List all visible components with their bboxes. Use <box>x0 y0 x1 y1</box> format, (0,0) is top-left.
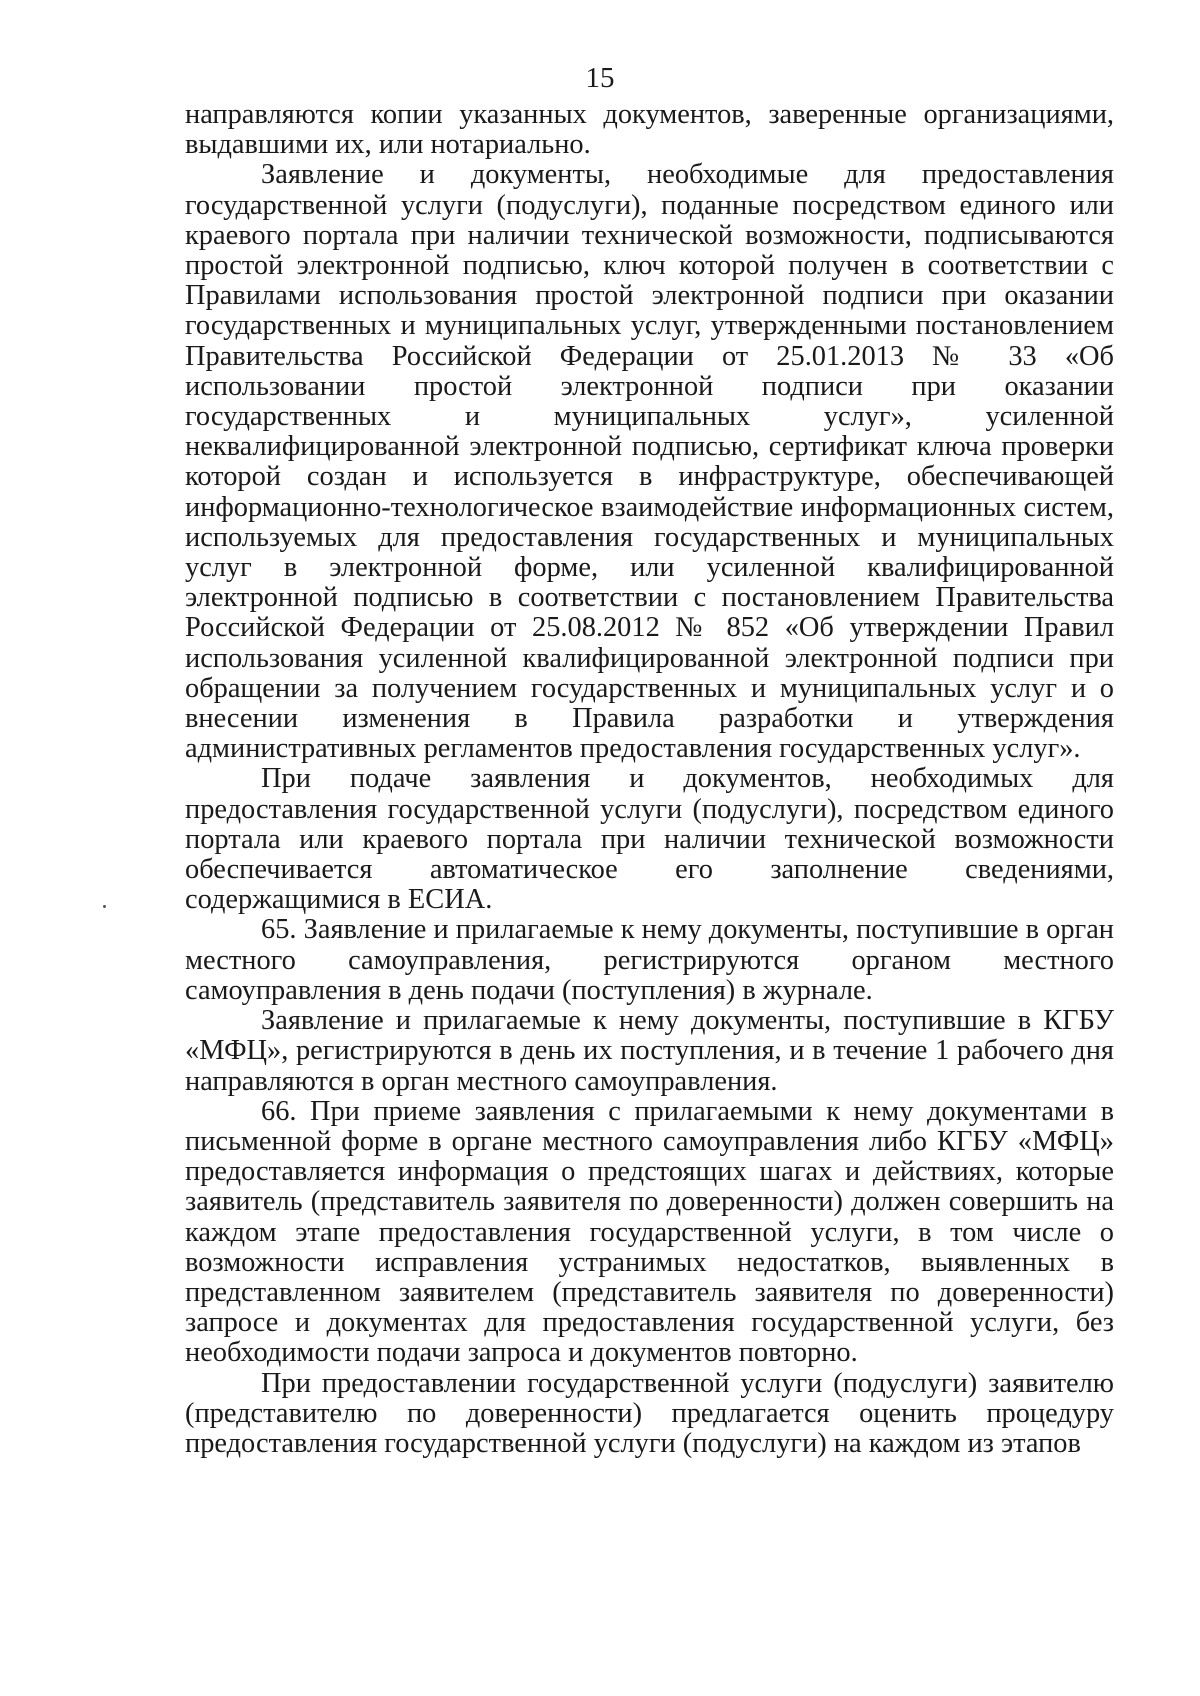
scan-speck <box>103 905 106 908</box>
paragraph-65-registration: 65. Заявление и прилагаемые к нему документы, поступившие в орган местного самоуправления, регистрируются органом местного самоуправления в день подачи (поступления) в журнале. <box>185 914 1114 1006</box>
paragraph-electronic-signature: Заявление и документы, необходимые для предоставления государственной услуги (подуслуги), поданные посредством единого или краевого портала при наличии технической возможности, подписываются простой электронной подписью, ключ которой получен в соответствии с Правилами использования простой электронной подписи при оказании государственных и муниципальных услуг, утвержденными постановлением Правительства Российской Федерации от 25.01.2013 № 33 «Об использовании простой электронной подписи при оказании государственных и муниципальных услуг», усиленной неквалифицированной электронной подписью, сертификат ключа проверки которой создан и используется в инфраструктуре, обеспечивающей информационно-технологическое взаимодействие информационных систем, используемых для предоставления государственных и муниципальных услуг в электронной форме, или усиленной квалифицированной электронной подписью в соответствии с постановлением Правительства Российской Федерации от 25.08.2012 № 852 «Об утверждении Правил использования усиленной квалифицированной электронной подписи при обращении за получением государственных и муниципальных услуг и о внесении изменения в Правила разработки и утверждения административных регламентов предоставления государственных услуг». <box>185 159 1114 765</box>
page-number: 15 <box>585 62 615 94</box>
paragraph-continuation: направляются копии указанных документов, заверенные организациями, выдавшими их, или нотариально. <box>185 99 1114 161</box>
paragraph-66-information: 66. При приеме заявления с прилагаемыми к нему документами в письменной форме в органе местного самоуправления либо КГБУ «МФЦ» предоставляется информация о предстоящих шагах и действиях, которые заявитель (представитель заявителя по доверенности) должен совершить на каждом этапе предоставления государственной услуги, в том числе о возможности исправления устранимых недостатков, выявленных в представленном заявителем (представитель заявителя по доверенности) запросе и документах для предоставления государственной услуги, без необходимости подачи запроса и документов повторно. <box>185 1095 1114 1369</box>
paragraph-service-evaluation: При предоставлении государственной услуги (подуслуги) заявителю (представителю по доверенности) предлагается оценить процедуру предоставления государственной услуги (подуслуги) на каждом из этапов <box>185 1367 1114 1459</box>
paragraph-esia-autofill: При подаче заявления и документов, необходимых для предоставления государственной услуги (подуслуги), посредством единого портала или краевого портала при наличии технической возможности обеспечивается автоматическое его заполнение сведениями, содержащимися в ЕСИА. <box>185 763 1114 916</box>
paragraph-mfc-registration: Заявление и прилагаемые к нему документы, поступившие в КГБУ «МФЦ», регистрируются в день их поступления, и в течение 1 рабочего дня направляются в орган местного самоуправления. <box>185 1005 1114 1097</box>
document-body <box>185 100 1114 1459</box>
